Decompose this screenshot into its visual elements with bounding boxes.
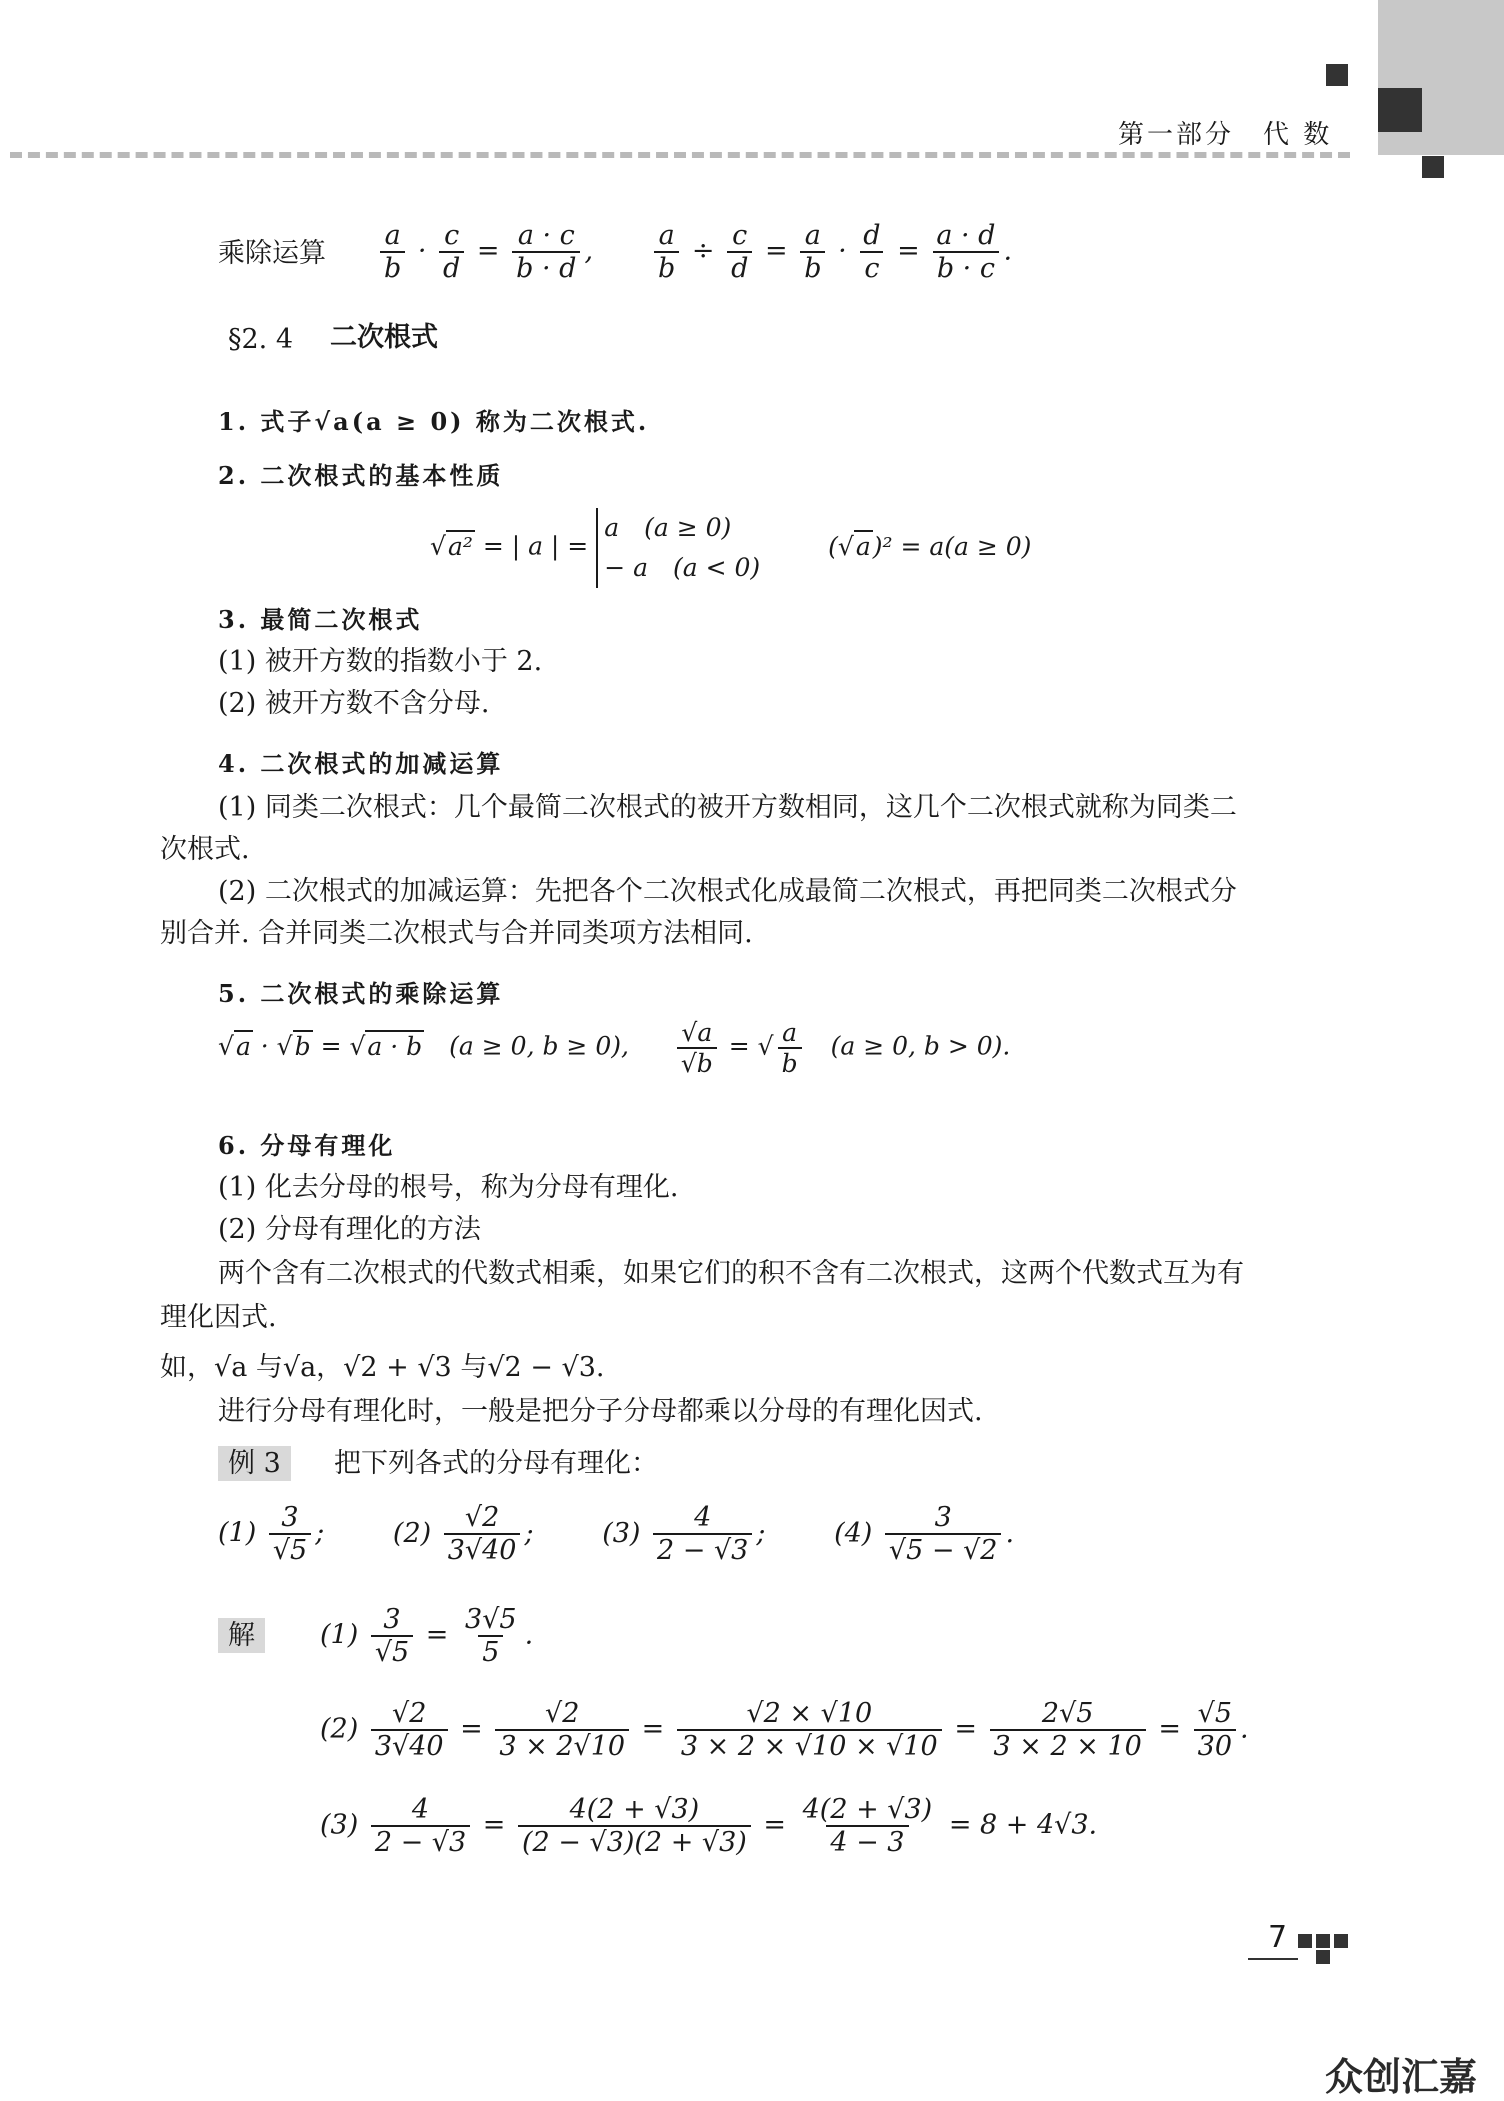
page-number: 7: [1268, 1920, 1288, 1955]
header-gray-block-edge: [1494, 0, 1504, 155]
item-4b-line2: 别合并. 合并同类二次根式与合并同类项方法相同.: [160, 918, 753, 949]
item-4: 4. 二次根式的加减运算: [218, 749, 504, 778]
running-header: 第一部分 代 数: [1118, 120, 1333, 150]
item-6: 6. 分母有理化: [218, 1131, 396, 1160]
deco-square: [1334, 1934, 1348, 1948]
mul-div-label: 乘除运算: [218, 238, 326, 269]
item-4a-line2: 次根式.: [160, 834, 250, 865]
example-label: [218, 1446, 291, 1481]
property-formula: √a² = | a | = a (a ≥ 0) − a (a < 0) (√a)² = a(a ≥ 0): [430, 508, 1031, 588]
item-3a: (1) 被开方数的指数小于 2.: [218, 646, 543, 677]
solution-3: (3) $\frac{4}{2 - √3}$ = $\frac{4(2 + √3)}{(2 - √3)(2 + √3)}$ = $\frac{4(2 + √3)}{4 - 3}$ = 8 + 4√3.: [320, 1794, 1098, 1858]
item-2: 2. 二次根式的基本性质: [218, 461, 504, 490]
solution-label: [218, 1618, 265, 1653]
section-number: §2. 4: [228, 324, 294, 355]
item-3: 3. 最简二次根式: [218, 605, 423, 634]
deco-square: [1422, 156, 1444, 178]
item-6c-line1: 两个含有二次根式的代数式相乘，如果它们的积不含有二次根式，这两个代数式互为有: [218, 1258, 1244, 1289]
page-number-rule: [1248, 1958, 1298, 1960]
deco-square: [1316, 1950, 1330, 1964]
solution-2: (2) $\frac{√2}{3√40}$ = $\frac{√2}{3 \times 2√10}$ = $\frac{√2 \times √10}{3 \times 2 \times √10 \times √10}$ = $\frac{2√5}{3 \times 2 \times 10}$ = $\frac{√5}{30}$ .: [320, 1698, 1249, 1762]
mul-formula: $\frac{a}{b}$ · $\frac{c}{d}$ = $\frac{a \cdot c}{b \cdot d}$ ,: [376, 222, 593, 282]
deco-square: [1298, 1934, 1312, 1948]
solution-1: (1) $\frac{3}{√5}$ = $\frac{3√5}{5}$ .: [320, 1604, 534, 1668]
item-6a: (1) 化去分母的根号，称为分母有理化.: [218, 1172, 679, 1203]
div-formula: $\frac{a}{b}$ ÷ $\frac{c}{d}$ = $\frac{a}{b}$ · $\frac{d}{c}$ = $\frac{a \cdot d}{b \cdot c}$ .: [650, 222, 1012, 282]
item-6e: 进行分母有理化时，一般是把分子分母都乘以分母的有理化因式.: [218, 1396, 983, 1427]
header-rule: [10, 152, 1350, 158]
item-6b: (2) 分母有理化的方法: [218, 1214, 481, 1245]
item-3b: (2) 被开方数不含分母.: [218, 688, 490, 719]
section-title: 二次根式: [330, 322, 438, 353]
example-exercises: (1) $\frac{3}{√5}$ ; (2) $\frac{√2}{3√40}$ ; (3) $\frac{4}{2 - √3}$ ; (4) $\frac{3}{√5 - √2}$ .: [218, 1502, 1015, 1566]
watermark: 众创汇嘉: [1325, 2055, 1478, 2099]
item-6d: 如，√a 与√a，√2 + √3 与√2 − √3.: [160, 1352, 605, 1383]
item-6c-line2: 理化因式.: [160, 1302, 277, 1333]
solution-label-box: 解: [218, 1618, 265, 1653]
example-label-box: 例 3: [218, 1446, 291, 1481]
item-5: 5. 二次根式的乘除运算: [218, 979, 504, 1008]
mul-div-sqrt-formula: √a · √b = √a · b (a ≥ 0, b ≥ 0), $\frac{√a}{√b}$ = √ $\frac{a}{b}$ (a ≥ 0, b > 0).: [218, 1018, 1011, 1078]
example-text: 把下列各式的分母有理化：: [334, 1448, 658, 1479]
item-4a-line1: (1) 同类二次根式：几个最简二次根式的被开方数相同，这几个二次根式就称为同类二: [218, 792, 1237, 823]
deco-square: [1316, 1934, 1330, 1948]
item-1: 1. 式子√a(a ≥ 0) 称为二次根式.: [218, 407, 650, 436]
deco-square: [1326, 64, 1348, 86]
deco-square: [1378, 88, 1422, 132]
item-4b-line1: (2) 二次根式的加减运算：先把各个二次根式化成最简二次根式，再把同类二次根式分: [218, 876, 1237, 907]
